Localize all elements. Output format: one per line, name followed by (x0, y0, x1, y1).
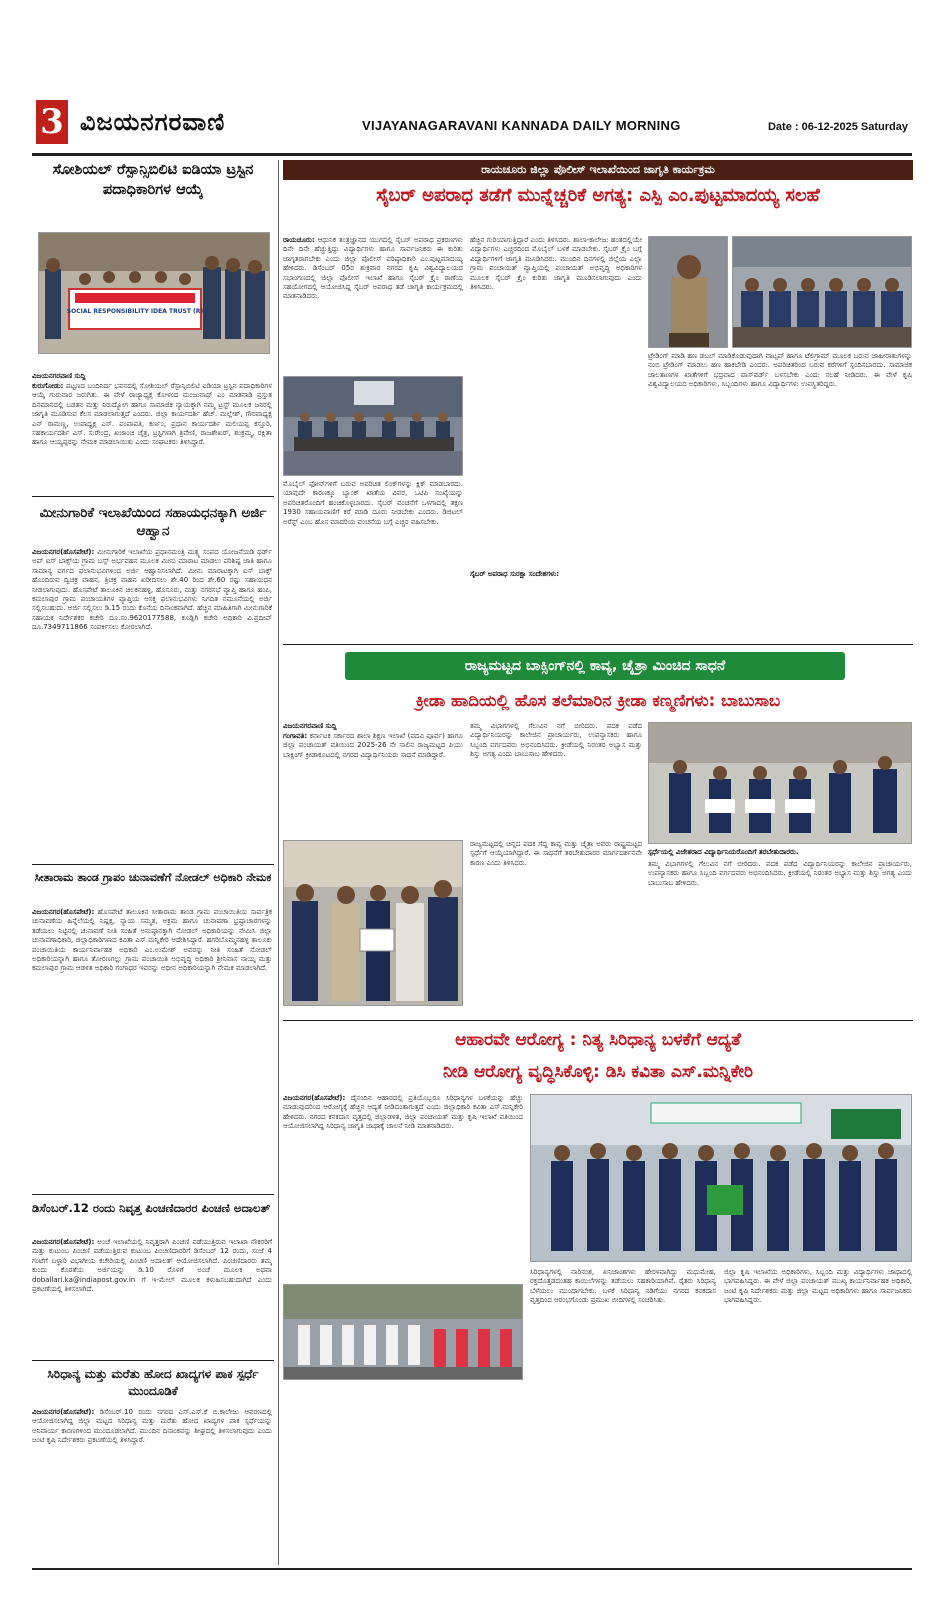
text-nodal-officer: ಹೊಸಪೇಟೆ ತಾಲೂಕಿನ ಸೀತಾರಾಮ ತಾಂಡ ಗ್ರಾಮ ಪಂಚಾಯಿತಿಯ ಸಾರ್ವತ್ರಿಕ ಚುನಾವಣೆಯ ಹಿನ್ನೆಲೆಯಲ್ಲಿ ನಿಷ್ಪಕ್ಷ, ನ್ಯಾಯ ಸಮ್ಮತ, ಅಕ್ರಮ ಹಾಗೂ ಚುನಾವಣಾ ಭ್ರಷ್ಟಾಚಾರಗಳನ್ನು ತಡೆಯಲು ನಿಟ್ಟಿನಲ್ಲಿ ಚುನಾವಣೆ ನೀತಿ ಸಂಹಿತೆ ಅನುಷ್ಠಾನಕ್ಕಾಗಿ ನೋಡಲ್ ಅಧಿಕಾರಿಯನ್ನು ನೇಮಿಸಿ ಜಿಲ್ಲಾ ಚುನಾವಣಾಧಿಕಾರಿ, ಜಿಲ್ಲಾಧಿಕಾರಿಗಳಾದ ಕವಿತಾ ಎಸ್.ಮನ್ನಿಕೇರಿ ಆದೇಶಿಸಿದ್ದಾರೆ. ಹಗರಿಬೊಮ್ಮನಹಳ್ಳಿ ತಾಲೂಕು ಪಂಚಾಯಿತಿಯ ಕಾರ್ಯನಿರ್ವಾಹಕ ಅಧಿಕಾರಿ ಎಂ.ಉಮೇಶ್ ಅವರನ್ನು ನೀತಿ ಸಂಹಿತೆ ನೋಡಲ್ ಅಧಿಕಾರಿಯನ್ನಾಗಿ ಹಾಗೂ ತೋರಣಗಲ್ಲು ಗ್ರಾಮ ಪಂಚಾಯಿತಿ ಅಭಿವೃದ್ಧಿ ಅಧಿಕಾರಿ ಶ್ರೀನಿವಾಸ ನಾಯ್ಕ ಮತ್ತು ಕಮಲಾಪುರ ಗ್ರಾಮ ಆಡಳಿತ ಅಧಿಕಾರಿ ಗಂಗಾಧರ ಇವರನ್ನು ಅಧೀನ ಅಧಿಕಾರಿಯನ್ನಾಗಿ ನೇಮಕ ಮಾಡಲಾಗಿದೆ. (32, 908, 272, 973)
dateline-fisheries: ವಿಜಯನಗರ(ಹೊಸಪೇಟೆ): (32, 548, 95, 556)
column-separator (278, 160, 279, 1565)
page-bottom-rule (32, 1568, 912, 1570)
dateline-health: ವಿಜಯನಗರ(ಹೊಸಪೇಟೆ): (283, 1094, 346, 1102)
group-photo-graphic (39, 233, 270, 354)
issue-date: Date : 06-12-2025 Saturday (767, 121, 908, 133)
sp-portrait-graphic (649, 237, 728, 348)
text-fisheries: ಮೀನುಗಾರಿಕೆ ಇಲಾಖೆಯ ಪ್ರಧಾನಮಂತ್ರಿ ಮತ್ಸ್ಯ ಸಂಪದ ಯೋಜನೆಯಡಿ ಥರ್ಡ್ ಅಪ್ ಐಸ್ ಬಾಕ್ಸ್‌ಯ ಗ್ರಾಮ ಬಸ್ಸ್ ಅರ್ಭವಹನ ಮೂಲಕ ಮೀನು ಮಾರಾಟ ಮಾಡಲು ಪರಿಶಿಷ್ಟ ಜಾತಿ ಹಾಗೂ ಸಾಮಾನ್ಯ ವರ್ಗದ ಫಲಾನುಭವಿಗಳಿಂದ ಅರ್ಜಿ ಆಹ್ವಾನಿಸಲಾಗಿದೆ. ಮೀನು ಮಾರಾಟಕ್ಕಾಗಿ ಐಸ್ ಬಾಕ್ಸ್ ಹೊಂದಿರುವ ದ್ವಿಚಕ್ರ ವಾಹನ, ತ್ರಿಚಕ್ರ ವಾಹನ ಖರೀದಿಸಲು ಶೇ.40 ರಿಂದ ಶೇ.60 ರಷ್ಟು ಸಹಾಯಧನ ನೀಡಲಾಗುವುದು. ಹೊಸಪೇಟೆ ತಾಲೂಕಿನ ಚಿಲಕನಹಳ್ಳಿ, ಹೊಸೂರು, ಮತ್ತು ನಗರಸಭೆ ವ್ಯಾಪ್ತಿ ಹಾಗೂ ಹಂಪಿ, ಕಮಲಾಪುರ ಗ್ರಾಮ ಪಂಚಾಯತಿಗಳ ವ್ಯಾಪ್ತಿಯ ಆಸಕ್ತ ಫಲಾನುಭವಿಗಳು ನಿಗದಿತ ನಮೂನೆಯಲ್ಲಿ ಅರ್ಜಿ ಸಲ್ಲಿಸಬಹುದು. ಅರ್ಜಿ ಸಲ್ಲಿಸಲು ಡಿ.15 ರಂದು ಕೊನೆಯ ದಿನಾಂಕವಾಗಿದೆ. ಹೆಚ್ಚಿನ ಮಾಹಿತಿಗಾಗಿ ಮೀನುಗಾರಿಕೆ ಸಹಾಯಕ ನಿರ್ದೇಶಕರ ಕಚೇರಿ ದೂ.ಸಂ.9620177588, ಕೂಡ್ಲಿಗಿ ಕಚೇರಿ ಅಧಿಕಾರಿ ವಿ.ಪ್ರದೀಪ್ ದೂ.7349711866 ಸಂಪರ್ಕಿಸಲು ಕೋರಲಾಗಿದೆ. (32, 548, 272, 632)
text-sports-col2: ತಮ್ಮ ವಿಭಾಗಗಳಲ್ಲಿ ಗೆಲುವಿನ ನಗೆ ಬೀರಿದರು. ಪದಕ ಪಡೆದ ವಿದ್ಯಾರ್ಥಿನಿಯರನ್ನು ಕಾಲೇಜಿನ ಪ್ರಾಚಾರ್ಯರು, ಉಪನ್ಯಾಸಕರು ಹಾಗೂ ಸಿಬ್ಬಂದಿ ವರ್ಗದವರು ಅಭಿನಂದಿಸಿದರು. ಕ್ರೀಡೆಯಲ್ಲಿ ನಿರಂತರ ಅಭ್ಯಾಸ ಮತ್ತು ಶಿಸ್ತು ಅಗತ್ಯ ಎಂದು ಬಾಬುಸಾಬ ಹೇಳಿದರು. (470, 722, 642, 759)
divider (32, 496, 274, 497)
text-lead-col1: ಆಧುನಿಕ ತಂತ್ರಜ್ಞಾನದ ಯುಗದಲ್ಲಿ ಸೈಬರ್ ಅಪರಾಧ ಪ್ರಕರಣಗಳು ದಿನೇ ದಿನೇ ಹೆಚ್ಚುತ್ತಿದ್ದು ವಿದ್ಯಾರ್ಥಿಗಳು ಹಾಗೂ ಸಾರ್ವಜನಿಕರು ಈ ಕುರಿತು ಜಾಗೃತರಾಗಬೇಕು ಎಂದು ಜಿಲ್ಲಾ ಪೊಲೀಸ್ ವರಿಷ್ಠಾಧಿಕಾರಿ ಎಂ.ಪುಟ್ಟಮಾದಯ್ಯ ಹೇಳಿದರು. ಡಿಸೆಂಬರ್ 05ರ ಶುಕ್ರವಾರ ನಗರದ ಕೃಷಿ ವಿಶ್ವವಿದ್ಯಾಲಯದ ಸಭಾಂಗಣದಲ್ಲಿ ಜಿಲ್ಲಾ ಪೊಲೀಸ್ ಇಲಾಖೆ ಹಾಗೂ ಸೈಬರ್ ಕ್ರೈಂ ಠಾಣೆಯ ಸಹಯೋಗದಲ್ಲಿ ಆಯೋಜಿಸಿದ್ದ ಸೈಬರ್ ಅಪರಾಧ ತಡೆ ಜಾಗೃತಿ ಕಾರ್ಯಕ್ರಮದಲ್ಲಿ ಮಾತನಾಡಿದರು. (283, 236, 463, 301)
text-health-col3: ಜಿಲ್ಲಾ ಕೃಷಿ ಇಲಾಖೆಯ ಅಧಿಕಾರಿಗಳು, ಸಿಬ್ಬಂದಿ ಮತ್ತು ವಿದ್ಯಾರ್ಥಿಗಳು ಜಾಥಾದಲ್ಲಿ ಭಾಗವಹಿಸಿದ್ದರು. ಈ ವೇಳೆ ಜಿಲ್ಲಾ ಪಂಚಾಯತ್ ಮುಖ್ಯ ಕಾರ್ಯನಿರ್ವಾಹಕ ಅಧಿಕಾರಿ, ಜಂಟಿ ಕೃಷಿ ನಿರ್ದೇಶಕರು ಮತ್ತು ಜಿಲ್ಲಾ ಮಟ್ಟದ ಅಧಿಕಾರಿಗಳು ಹಾಗೂ ಸಾರ್ವಜನಿಕರು ಭಾಗವಹಿಸಿದ್ದರು. (724, 1268, 912, 1305)
health-headline-1: ಆಹಾರವೇ ಆರೋಗ್ಯ : ನಿತ್ಯ ಸಿರಿಧಾನ್ಯ ಬಳಕೆಗೆ ಆದ್ಯತೆ (455, 1030, 741, 1050)
lead-headline: ಸೈಬರ್ ಅಪರಾಧ ತಡೆಗೆ ಮುನ್ನೆಚ್ಚರಿಕೆ ಅಗತ್ಯ: ಎಸ್ಪಿ ಎಂ.ಪುಟ್ಟಮಾದಯ್ಯ ಸಲಹೆ (376, 185, 820, 206)
photo-health-walkathon (530, 1094, 912, 1262)
paper-title-english: VIJAYANAGARAVANI KANNADA DAILY MORNING (362, 118, 681, 133)
audience-photo-graphic (733, 237, 912, 348)
text-lead-col3: ಹೆಚ್ಚಿನ ಗುರಿಯಾಗುತ್ತಿದ್ದಾರೆ ಎಂದು ತಿಳಿಸಿದರು. ಶಾಲಾ-ಕಾಲೇಜು ಹಂತದಲ್ಲಿಯೇ ವಿದ್ಯಾರ್ಥಿಗಳು ಎಚ್ಚರದಿಂದ ಮೊಬೈಲ್ ಬಳಕೆ ಮಾಡಬೇಕು. ಸೈಬರ್ ಕ್ರೈಂ ಬಗ್ಗೆ ವಿದ್ಯಾರ್ಥಿಗಳಿಗೆ ಜಾಗೃತಿ ಮೂಡಿಸಿದರು. ಮುಂದಿನ ದಿನಗಳಲ್ಲಿ ಜಿಲ್ಲೆಯ ಎಲ್ಲಾ ಗ್ರಾಮ ಪಂಚಾಯತ್ ವ್ಯಾಪ್ತಿಯಲ್ಲಿ ಪಂಚಾಯತ್ ಅಭಿವೃದ್ಧಿ ಅಧಿಕಾರಿಗಳ ಮೂಲಕ ಸೈಬರ್ ಕ್ರೈಂ ಕುರಿತು ಜಾಗೃತಿ ಮೂಡಿಸಲಾಗುವುದು ಎಂದು ತಿಳಿಸಿದರು. (470, 236, 642, 292)
dateline-pension-adalat: ವಿಜಯನಗರ(ಹೊಸಪೇಟೆ): (32, 1238, 95, 1246)
photo-sports-award (283, 840, 463, 1006)
dateline-millet-contest: ವಿಜಯನಗರ(ಹೊಸಪೇಟೆ): (32, 1408, 95, 1416)
text-health-col2: ಸಿರಿಧಾನ್ಯಗಳಲ್ಲಿ ನಾರಿನಂಶ, ಖನಿಜಾಂಶಗಳು ಹೇರಳವಾಗಿದ್ದು ಮಧುಮೇಹ, ರಕ್ತದೊತ್ತಡದಂತಹ ಕಾಯಿಲೆಗಳನ್ನು ತಡೆಯಲು ಸಹಕಾರಿಯಾಗಿವೆ. ರೈತರು ಸಿರಿಧಾನ್ಯ ಬೆಳೆಯಲು ಮುಂದಾಗಬೇಕು. ಬಳಕೆ ಸಿರಿಧಾನ್ಯ ನಡಿಗೆಯು ನಗರದ ಕನಕದಾಸ ವೃತ್ತದಿಂದ ಆರಂಭಗೊಂಡು ಪ್ರಮುಖ ಬೀದಿಗಳಲ್ಲಿ ಸಂಚರಿಸಿತು. (530, 1268, 716, 1305)
sports-col-2 (470, 722, 642, 836)
photo-sports-winners (648, 722, 912, 844)
photo-lead-audience (732, 236, 912, 348)
dateline-nodal-officer: ವಿಜಯನಗರ(ಹೊಸಪೇಟೆ): (32, 908, 95, 916)
text-lead-col2: ಮೊಬೈಲ್ ಫೋನ್‌ಗಳಿಗೆ ಬರುವ ಅಪರಿಚಿತ ಲಿಂಕ್‌ಗಳನ್ನು ಕ್ಲಿಕ್ ಮಾಡಬಾರದು. ಯಾವುದೇ ಕಾರಣಕ್ಕೂ ಬ್ಯಾಂಕ್ ಖಾತೆಯ ವಿವರ, ಒಟಿಪಿ ಸಂಖ್ಯೆಯನ್ನು ಅಪರಿಚಿತರೊಂದಿಗೆ ಹಂಚಿಕೊಳ್ಳಬಾರದು. ಸೈಬರ್ ವಂಚನೆಗೆ ಒಳಗಾದಲ್ಲಿ ತಕ್ಷಣ 1930 ಸಹಾಯವಾಣಿಗೆ ಕರೆ ಮಾಡಿ ದೂರು ನೀಡಬೇಕು ಎಂದರು. ಡಿಜಿಟಲ್ ಅರೆಸ್ಟ್ ಎಂಬ ಹೊಸ ಮಾದರಿಯ ವಂಚನೆಯ ಬಗ್ಗೆ ಎಚ್ಚರ ವಹಿಸಬೇಕು. (283, 480, 463, 526)
dateline-social-trust: ಕುರುಗೋಡು: (32, 382, 64, 390)
divider (283, 1020, 913, 1021)
dateline-lead: ರಾಯಚೂರು: (283, 236, 315, 244)
walkathon-photo-graphic (531, 1095, 912, 1262)
headline-nodal-officer: ಸೀತಾರಾಮ ತಾಂಡ ಗ್ರಾಪಂ ಚುನಾವಣೆಗೆ ನೋಡಲ್ ಅಧಿಕಾರಿ ನೇಮಕ (34, 871, 272, 884)
sports-col-4 (648, 860, 912, 1016)
lead-col-3 (470, 236, 642, 566)
winners-photo-graphic (649, 723, 912, 844)
sports-col-1 (283, 732, 463, 836)
lead-col-1 (283, 236, 463, 372)
page-number: 3 (36, 100, 68, 144)
divider (283, 644, 913, 645)
sports-photo-caption: ಸ್ಪರ್ಧೆಯಲ್ಲಿ ವಿಜೇತರಾದ ವಿದ್ಯಾರ್ಥಿನಿಯರೊಂದಿಗೆ ತರಬೇತುದಾರರು. (648, 848, 799, 856)
lead-col-4 (648, 352, 912, 638)
lead-subhead: ಸೈಬರ್ ಅಪರಾಧ ಸುರಕ್ಷಾ ಸಂದೇಶಗಳು: (470, 570, 559, 578)
rally-photo-graphic (284, 1285, 523, 1380)
photo-lead-speaker (283, 376, 463, 476)
article-social-trust (32, 382, 272, 490)
photo-social-trust (38, 232, 270, 354)
sports-kicker: ರಾಜ್ಯಮಟ್ಟದ ಬಾಕ್ಸಿಂಗ್‌ನಲ್ಲಿ ಕಾವ್ಯ, ಚೈತ್ರಾ ಮಿಂಚಿದ ಸಾಧನೆ (345, 652, 845, 680)
article-pension-adalat (32, 1238, 272, 1356)
article-fisheries (32, 548, 272, 860)
article-millet-contest (32, 1408, 272, 1558)
text-sports-col3: ರಾಜ್ಯಮಟ್ಟದಲ್ಲಿ ಚಿನ್ನದ ಪದಕ ಗೆದ್ದ ಕಾವ್ಯ ಮತ್ತು ಚೈತ್ರಾ ಅವರು ರಾಷ್ಟ್ರಮಟ್ಟದ ಸ್ಪರ್ಧೆಗೆ ಆಯ್ಕೆಯಾಗಿದ್ದಾರೆ. ಈ ಸಾಧನೆಗೆ ತರಬೇತುದಾರರ ಮಾರ್ಗದರ್ಶನವೇ ಕಾರಣ ಎಂದು ತಿಳಿಸಿದರು. (470, 840, 642, 867)
headline-fisheries: ಮೀನುಗಾರಿಕೆ ಇಲಾಖೆಯಿಂದ ಸಹಾಯಧನಕ್ಕಾಗಿ ಅರ್ಜಿ ಆಹ್ವಾನ (39, 505, 267, 539)
text-sports-col4: ತಮ್ಮ ವಿಭಾಗಗಳಲ್ಲಿ ಗೆಲುವಿನ ನಗೆ ಬೀರಿದರು. ಪದಕ ಪಡೆದ ವಿದ್ಯಾರ್ಥಿನಿಯರನ್ನು ಕಾಲೇಜಿನ ಪ್ರಾಚಾರ್ಯರು, ಉಪನ್ಯಾಸಕರು ಹಾಗೂ ಸಿಬ್ಬಂದಿ ವರ್ಗದವರು ಅಭಿನಂದಿಸಿದರು. ಕ್ರೀಡೆಯಲ್ಲಿ ನಿರಂತರ ಅಭ್ಯಾಸ ಮತ್ತು ಶಿಸ್ತು ಅಗತ್ಯ ಎಂದು ಬಾಬುಸಾಬ ಹೇಳಿದರು. (648, 860, 912, 887)
health-headline-2: ನೀಡಿ ಆರೋಗ್ಯ ವೃದ್ಧಿಸಿಕೊಳ್ಳಿ: ಡಿಸಿ ಕವಿತಾ ಎಸ್.ಮನ್ನಿಕೇರಿ (443, 1062, 753, 1082)
seminar-photo-graphic (284, 377, 463, 476)
health-col-2 (530, 1268, 716, 1518)
lead-col-3b (470, 570, 642, 638)
divider (32, 864, 274, 865)
divider (32, 1194, 274, 1195)
paper-title-kannada: ವಿಜಯನಗರವಾಣಿ (80, 108, 226, 136)
dateline-sports: ಗಂಗಾವತಿ: (283, 732, 308, 740)
text-sports-col1: ಕರ್ನಾಟಕ ಸರ್ಕಾರದ ಶಾಲಾ ಶಿಕ್ಷಣ ಇಲಾಖೆ (ಪದವಿ ಪೂರ್ವ) ಹಾಗೂ ಜಿಲ್ಲಾ ಪಂಚಾಯತ್ ವತಿಯಿಂದ 2025-26 ನೇ ಸಾಲಿನ ರಾಜ್ಯಮಟ್ಟದ ಪಿಯು ಬಾಕ್ಸಿಂಗ್ ಕ್ರೀಡಾಕೂಟದಲ್ಲಿ ನಗರದ ವಿದ್ಯಾರ್ಥಿನಿಯರು ಸಾಧನೆ ಮಾಡಿದ್ದಾರೆ. (283, 732, 463, 759)
byline-sports: ವಿಜಯನಗರವಾಣಿ ಸುದ್ದಿ (283, 722, 337, 730)
health-col-3 (724, 1268, 912, 1518)
text-pension-adalat: ಅಂಚೆ ಇಲಾಖೆಯಲ್ಲಿ ನಿವೃತ್ತರಾಗಿ ಪಿಂಚಣಿ ಪಡೆಯುತ್ತಿರುವ ಇಲಾಖಾ ನೌಕರರಿಗೆ ಮತ್ತು ಕುಟುಂಬ ಪಿಂಚಣಿ ಪಡೆಯುತ್ತಿರುವ ಕುಟುಂಬ ಪಿಂಚಣಿದಾರರಿಗೆ ಡಿಸೆಂಬರ್ 12 ರಂದು, ಸಂಜೆ 4 ಗಂಟೆಗೆ ಬಳ್ಳಾರಿ ವಿಭಾಗೀಯ ಕಚೇರಿಯಲ್ಲಿ ಪಿಂಚಣಿ ಅದಾಲತ್ ಆಯೋಜಿಸಲಾಗಿದೆ. ಪಿಂಚಣಿದಾರರು ತಮ್ಮ ಕುಂದು ಕೊರತೆಯ ಅರ್ಜಿಯನ್ನು ಡಿ.10 ರೊಳಗೆ ಅಂಚೆ ಮೂಲಕ ಅಥವಾ doballari.ka@indiapost.gov.in ಗೆ ಇ-ಮೇಲ್ ಮೂಲಕ ಕಳುಹಿಸಬಹುದಾಗಿದೆ ಎಂದು ಪ್ರಕಟಣೆಯಲ್ಲಿ ತಿಳಿಸಲಾಗಿದೆ. (32, 1238, 272, 1294)
headline-pension-adalat: ಡಿಸೆಂಬರ್.12 ರಂದು ನಿವೃತ್ತ ಪಿಂಚಣಿದಾರರ ಪಿಂಚಣಿ ಅದಾಲತ್ (32, 1201, 271, 1215)
sports-col-3 (470, 840, 642, 1006)
masthead (32, 98, 912, 156)
lead-kicker-banner: ರಾಯಚೂರು ಜಿಲ್ಲಾ ಪೊಲೀಸ್ ಇಲಾಖೆಯಿಂದ ಜಾಗೃತಿ ಕಾರ್ಯಕ್ರಮ (283, 160, 913, 180)
health-col-1 (283, 1094, 523, 1280)
byline-social-trust: ವಿಜಯನಗರವಾಣಿ ಸುದ್ದಿ (32, 372, 86, 380)
divider (32, 1360, 274, 1361)
sports-headline: ಕ್ರೀಡಾ ಹಾದಿಯಲ್ಲಿ ಹೊಸ ತಲೆಮಾರಿನ ಕ್ರೀಡಾ ಕಣ್ಮಣಿಗಳು: ಬಾಬುಸಾಬ (415, 691, 781, 710)
text-social-trust: ಪಟ್ಟಣದ ಬಂದಿನಿರ್ದ ಭವನದಲ್ಲಿ ಸೋಶಿಯಲ್ ರೆಸ್ಪಾನ್ಸಿಬಿಲಿಟಿ ಐಡಿಯಾ ಟ್ರಸ್ಟಿನ ಪದಾಧಿಕಾರಿಗಳ ಆಯ್ಕೆ ಗುರುವಾರ ಜರುಗಿತು. ಈ ವೇಳೆ ರಾಜ್ಯಾಧ್ಯಕ್ಷ ಕೋಳಂದ ಮಂಜುನಾಥ್ ಎಂ ಮಾತನಾಡಿ ಪ್ರಸ್ತುತ ದಿನಮಾನದಲ್ಲಿ ಬಡತನ ಮತ್ತು ನಿರುದ್ಯೋಗ ಹಾಗೂ ಸಾಮಾಜಿಕ ನ್ಯಾಯಕ್ಕಾಗಿ ನಮ್ಮ ಟ್ರಸ್ಟ್ ಮೂಲಕ ಜನರಲ್ಲಿ ಜಾಗೃತಿ ಮೂಡಿಸುವ ಕೆಲಸ ಮಾಡಲಾಗುತ್ತದೆ ಎಂದರು. ಜಿಲ್ಲಾ ಕಾರ್ಯದರ್ಶಿ ಹೆಚ್. ಮಲ್ಲೇಶ್, ಗೌರವಾಧ್ಯಕ್ಷ ಎನ್ ರಾಮಣ್ಣ, ಉಪಾಧ್ಯಕ್ಷ ಎಸ್. ಪಂಪಾಪತಿ, ಕರ್ಣಂ, ಪ್ರಧಾನ ಕಾರ್ಯದರ್ಶಿ ಮಲಿಯಪ್ಪ ಕಸ್ತೂರಿ, ಸಹಕಾರ್ಯದರ್ಶಿ ಎಸ್. ಸುರೇಂದ್ರ, ಖಜಾಂಚಿ ಚೈತ್ರ, ಟ್ರಸ್ಟಿಗಳಾಗಿ ತ್ರಿವೇಣಿ, ರಾಜಶೇಖರ್, ಶಂಕ್ರಮ್ಮ, ರಕ್ಷಿತಾ ಹಾಗೂ ಆಯ್ಯಪ್ಪರನ್ನು ನೇಮಕ ಮಾಡಲಾಯಿತು ಎಂದು ಸಂಘಟಕರು ತಿಳಿಸಿದ್ದಾರೆ. (32, 382, 272, 447)
award-photo-graphic (284, 841, 463, 1006)
lead-col-2 (283, 480, 463, 638)
headline-millet-contest: ಸಿರಿಧಾನ್ಯ ಮತ್ತು ಮರೆತು ಹೋದ ಖಾದ್ಯಗಳ ಪಾಕ ಸ್ಪರ್ಧೆ ಮುಂದೂಡಿಕೆ (47, 1367, 259, 1398)
headline-social-trust: ಸೋಶಿಯಲ್ ರೆಸ್ಪಾನ್ಸಿಬಿಲಿಟಿ ಐಡಿಯಾ ಟ್ರಸ್ಟಿನ ಪದಾಧಿಕಾರಿಗಳ ಆಯ್ಕೆ (52, 162, 254, 198)
text-health-col1: ದೈನಂದಿನ ಆಹಾರದಲ್ಲಿ ಪ್ರತಿಯೊಬ್ಬರೂ ಸಿರಿಧಾನ್ಯಗಳ ಬಳಕೆಯನ್ನು ಹೆಚ್ಚು ಮಾಡುವುದರಿಂದ ಆರೋಗ್ಯಕ್ಕೆ ಹೆಚ್ಚಿನ ಆದ್ಯತೆ ನೀಡಿದಂತಾಗುತ್ತದೆ ಎಂದು ಜಿಲ್ಲಾಧಿಕಾರಿ ಕವಿತಾ ಎಸ್.ಮನ್ನಿಕೇರಿ ಹೇಳಿದರು. ನಗರದ ಕನಕದಾಸ ವೃತ್ತದಲ್ಲಿ ಜಿಲ್ಲಾಡಳಿತ, ಜಿಲ್ಲಾ ಪಂಚಾಯತ್ ಮತ್ತು ಕೃಷಿ ಇಲಾಖೆ ವತಿಯಿಂದ ಆಯೋಜಿಸಲಾಗಿದ್ದ ಸಿರಿಧಾನ್ಯ ಜಾಗೃತಿ ಜಾಥಾಕ್ಕೆ ಚಾಲನೆ ನೀಡಿ ಮಾತನಾಡಿದರು. (283, 1094, 523, 1131)
photo-lead-sp (648, 236, 728, 348)
article-nodal-officer (32, 908, 272, 1190)
text-lead-col4: ಟ್ರೇಡಿಂಗ್ ಮಾಡಿ ಹಣ ಡಬಲ್ ಮಾಡಿಕೊಡುವುದಾಗಿ ವಾಟ್ಸಪ್ ಹಾಗೂ ಟೆಲಿಗ್ರಾಮ್ ಮೂಲಕ ಬರುವ ಜಾಹೀರಾತುಗಳನ್ನು ನಂಬಿ ಟ್ರೇಡಿಂಗ್ ಮಾಡಲು ಹಣ ಹಾಕಬೇಡಿ ಎಂದರು. ಅಪರಿಚಿತರಿಂದ ಬರುವ ಕರೆಗಳಿಗೆ ಸ್ಪಂದಿಸಬಾರದು. ಸಾಮಾಜಿಕ ಜಾಲತಾಣಗಳ ಖಾತೆಗಳಿಗೆ ಭದ್ರವಾದ ಪಾಸ್‌ವರ್ಡ್ ಬಳಸಬೇಕು ಎಂದು ಸಲಹೆ ನೀಡಿದರು. ಈ ವೇಳೆ ಕೃಷಿ ವಿಶ್ವವಿದ್ಯಾಲಯದ ಅಧಿಕಾರಿಗಳು, ಸಿಬ್ಬಂದಿಗಳು ಹಾಗೂ ವಿದ್ಯಾರ್ಥಿಗಳು ಉಪಸ್ಥಿತರಿದ್ದರು. (648, 352, 912, 389)
banner-text-social-trust: SOCIAL RESPONSIBILITY IDEA TRUST (R) (66, 308, 204, 315)
text-millet-contest: ಡಿಸೆಂಬರ್.10 ರಂದು ನಗರದ ಎಸ್.ಎಸ್.ಕೆ ಬಿ.ಕಾಲೇಜು ಆವರಣದಲ್ಲಿ ಆಯೋಜಿಸಲಾಗಿದ್ದ ಜಿಲ್ಲಾ ಮಟ್ಟದ ಸಿರಿಧಾನ್ಯ ಮತ್ತು ಮರೆತು ಹೋದ ಖಾದ್ಯಗಳ ಪಾಕ ಸ್ಪರ್ಧೆಯನ್ನು ಅನಿವಾರ್ಯ ಕಾರಣಗಳಿಂದ ಮುಂದೂಡಲಾಗಿದೆ. ಮುಂದಿನ ದಿನಾಂಕವನ್ನು ಶೀಘ್ರದಲ್ಲಿ ತಿಳಿಸಲಾಗುವುದು ಎಂದು ಜಂಟಿ ಕೃಷಿ ನಿರ್ದೇಶಕರು ಪ್ರಕಟಣೆಯಲ್ಲಿ ತಿಳಿಸಿದ್ದಾರೆ. (32, 1408, 272, 1445)
photo-health-rally (283, 1284, 523, 1380)
left-column (32, 160, 274, 1565)
